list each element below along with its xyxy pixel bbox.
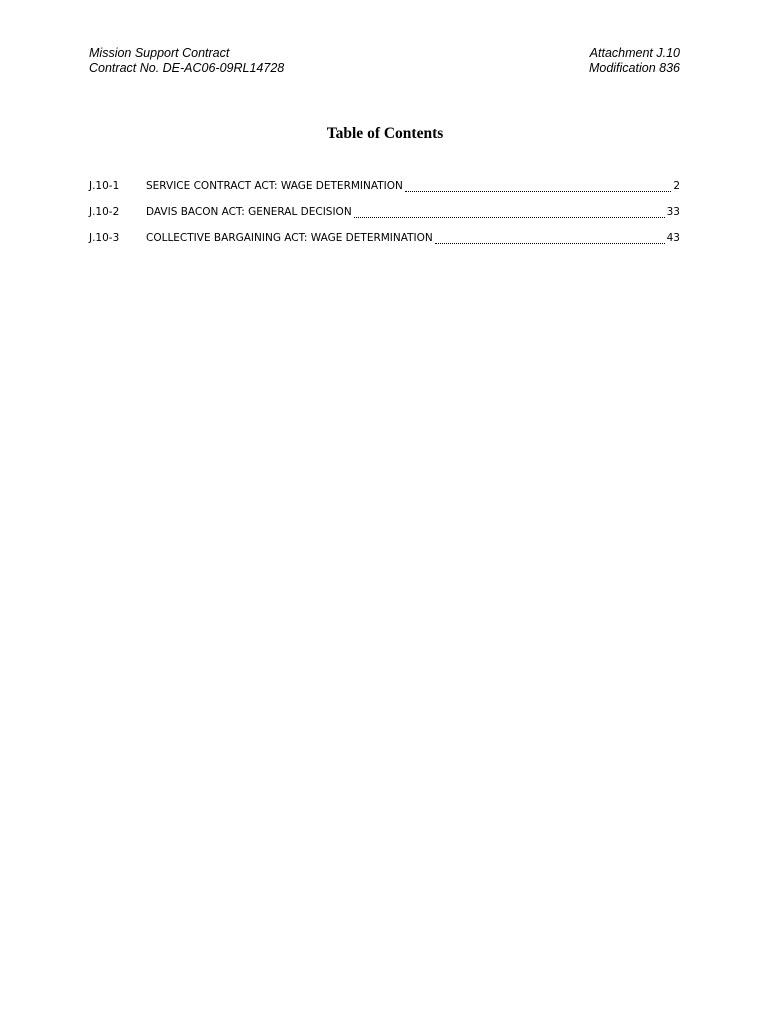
contract-number: Contract No. DE-AC06-09RL14728: [89, 61, 285, 75]
toc-entry[interactable]: [89, 180, 680, 196]
attachment-label: Attachment J.10: [589, 46, 680, 60]
table-of-contents: [89, 180, 680, 258]
toc-entry[interactable]: [89, 232, 680, 248]
header-right: [589, 46, 680, 76]
toc-entry-page: 2: [673, 180, 680, 192]
toc-entry-page: 33: [666, 206, 680, 218]
toc-entry-number: J.10-3: [89, 232, 120, 244]
toc-entry[interactable]: [89, 206, 680, 222]
toc-dot-leader: [405, 190, 671, 192]
toc-dot-leader: [435, 242, 665, 244]
toc-entry-title: COLLECTIVE BARGAINING ACT: WAGE DETERMINATION: [146, 232, 433, 244]
toc-entry-number: J.10-2: [89, 206, 120, 218]
toc-entry-title: SERVICE CONTRACT ACT: WAGE DETERMINATION: [146, 180, 403, 192]
modification-label: Modification 836: [588, 61, 680, 75]
toc-entry-number: J.10-1: [89, 180, 120, 192]
toc-entry-page: 43: [666, 232, 680, 244]
header-left: [89, 46, 284, 76]
toc-dot-leader: [354, 216, 665, 218]
toc-entry-title: DAVIS BACON ACT: GENERAL DECISION: [146, 206, 352, 218]
contract-name: Mission Support Contract: [89, 46, 230, 60]
toc-title: Table of Contents: [326, 125, 444, 142]
